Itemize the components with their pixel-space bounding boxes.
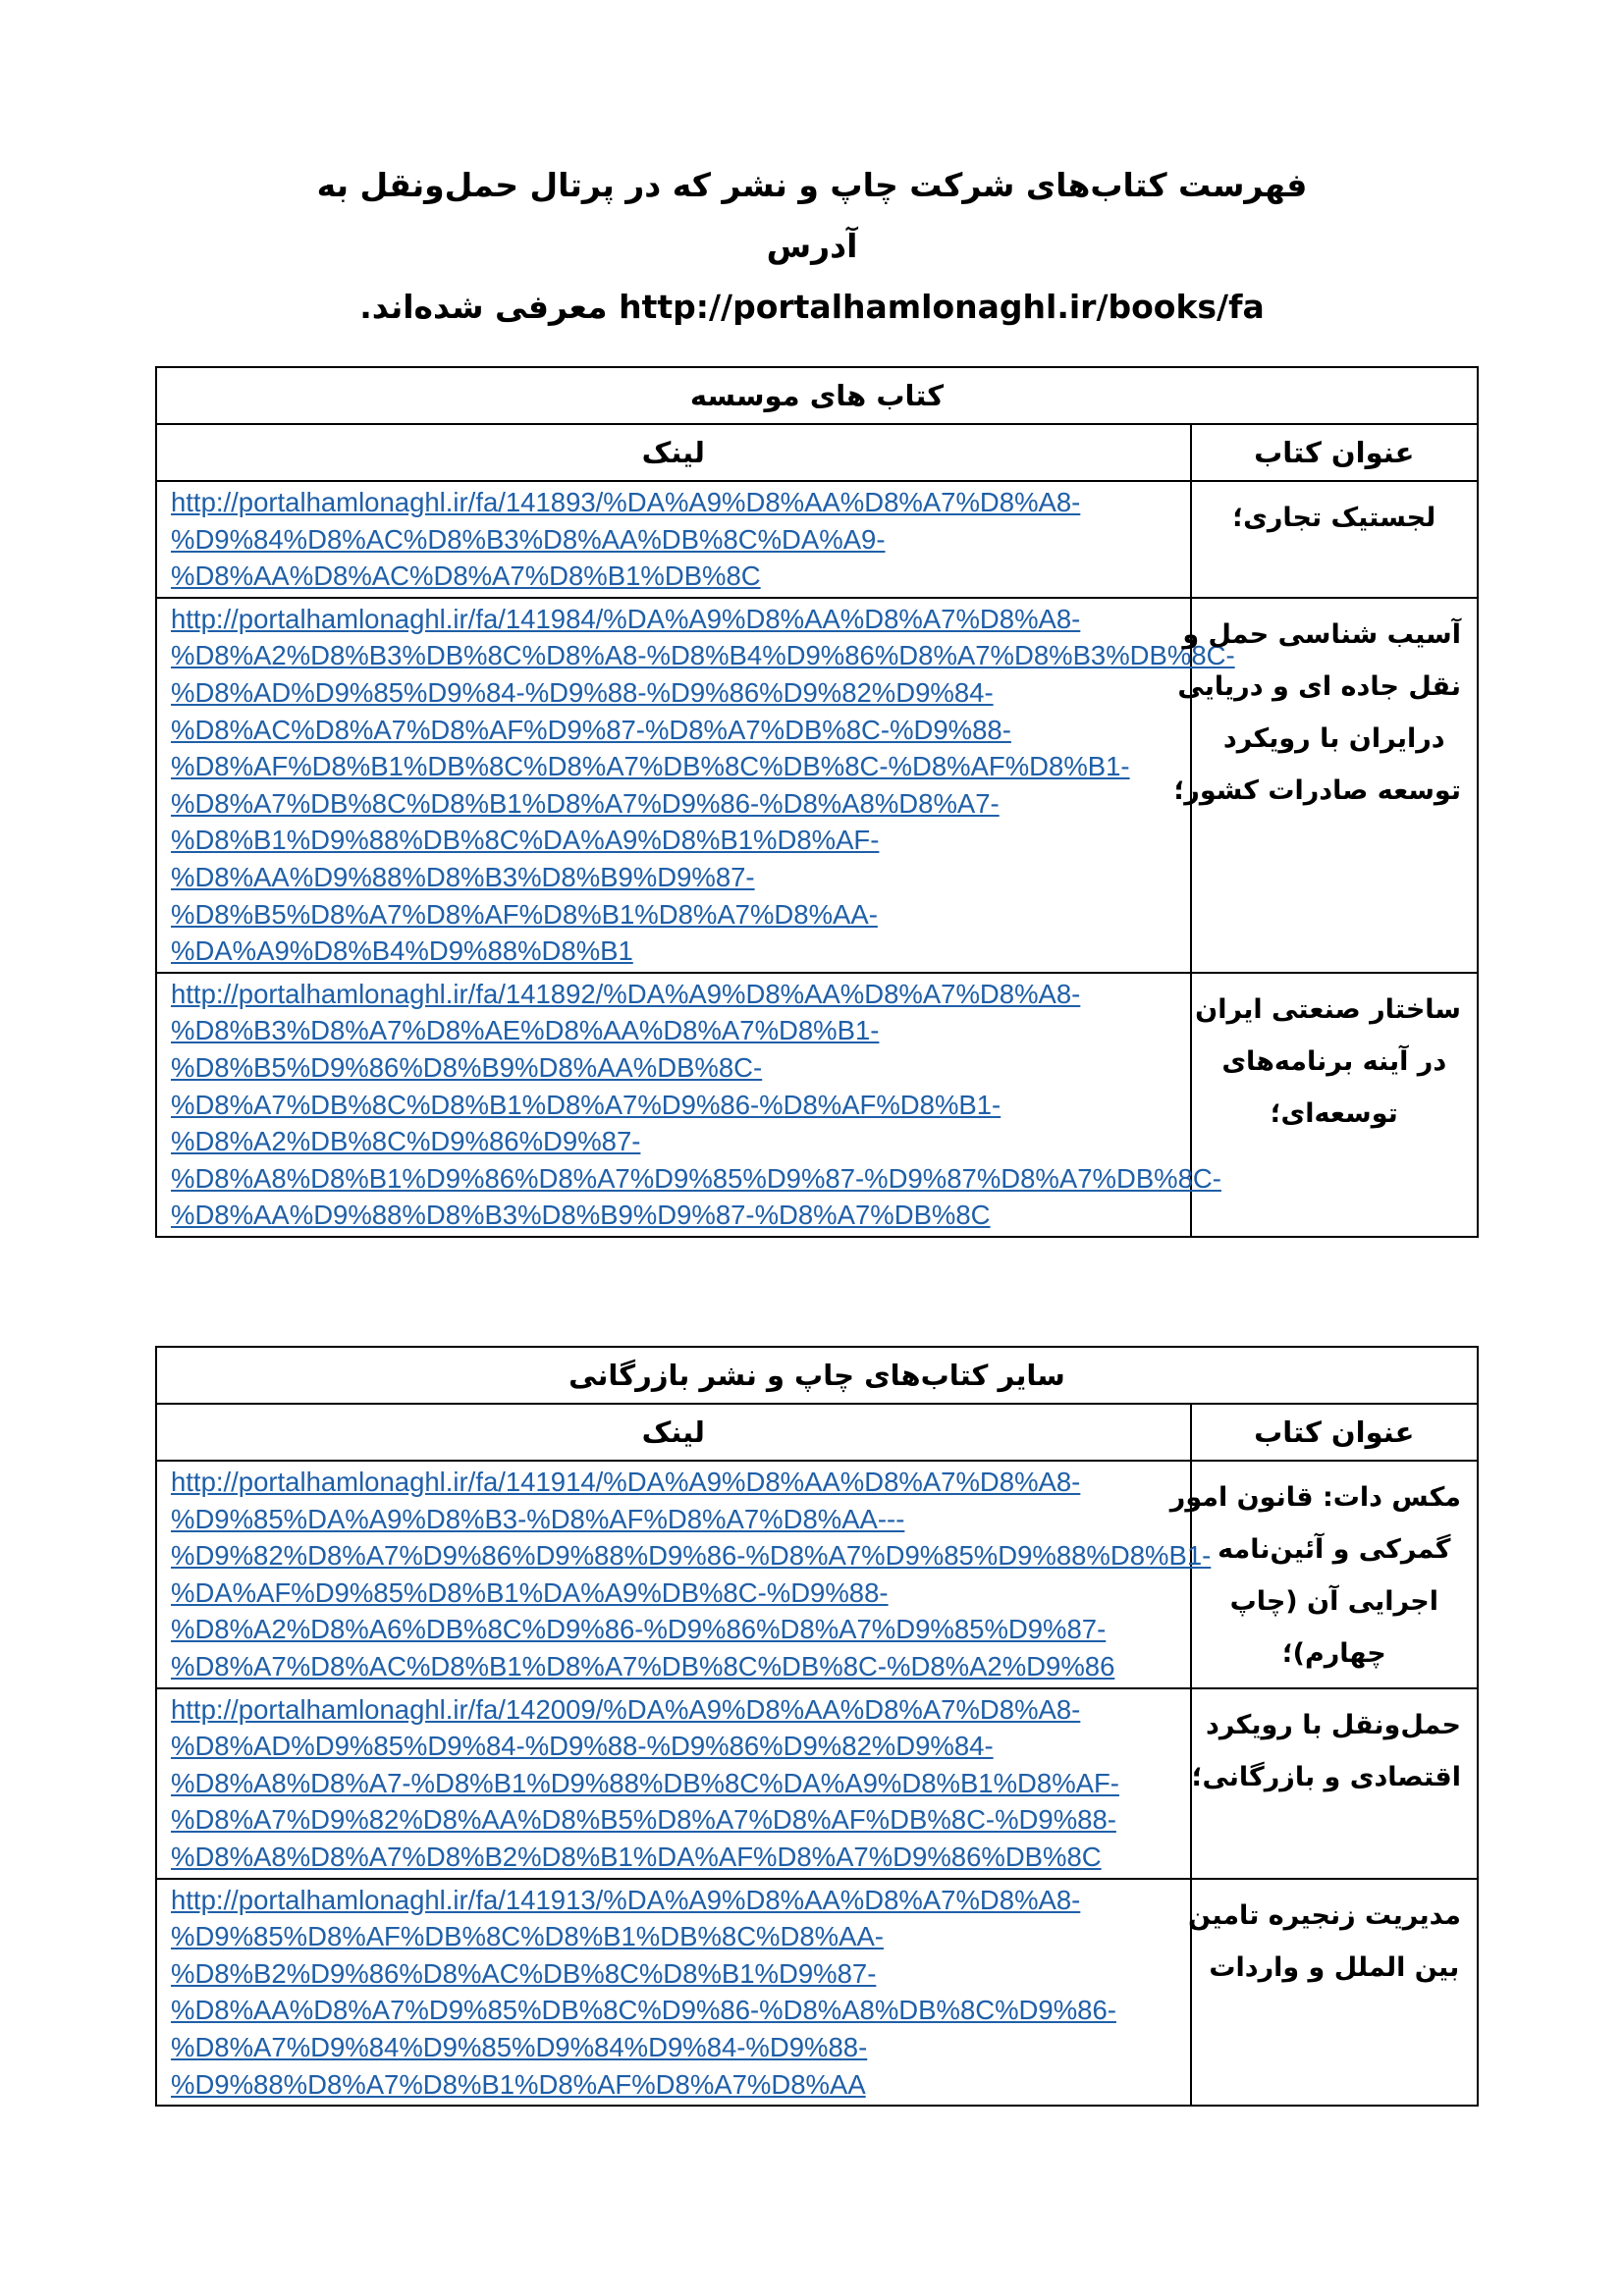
book-title: بین الملل و واردات — [1209, 1951, 1460, 1983]
book-title-cell — [1191, 973, 1478, 1237]
book-link[interactable]: http://portalhamlonaghl.ir/fa/141914/%DA%A9%D8%AA%D8%A7%D8%A8- — [171, 1467, 1081, 1497]
book-link[interactable]: http://portalhamlonaghl.ir/fa/141984/%DA%A9%D8%AA%D8%A7%D8%A8- — [171, 603, 1081, 634]
heading-line-1: فهرست کتاب‌های شرکت چاپ و نشر که در پرتال حمل‌ونقل به آدرس — [316, 166, 1308, 265]
book-title: مکس دات: قانون امور — [1169, 1482, 1461, 1513]
book-link-cell — [156, 1879, 1191, 2107]
heading-url: http://portalhamlonaghl.ir/books/fa — [619, 288, 1265, 326]
book-link-cell — [156, 598, 1235, 973]
book-link[interactable]: %D9%85%D8%AF%DB%8C%D8%B1%DB%8C%D8%AA- — [171, 1921, 884, 1952]
book-link[interactable]: %D8%AA%D8%AC%D8%A7%D8%B1%DB%8C — [171, 561, 761, 592]
book-title: اجرایی آن (چاپ — [1229, 1586, 1438, 1617]
book-title: لجستیک تجاری؛ — [1232, 503, 1436, 533]
book-title: توسعه صادرات کشور؛ — [1173, 774, 1461, 806]
book-title: نقل جاده ای و دریایی — [1177, 670, 1461, 702]
book-link[interactable]: %D9%82%D8%A7%D9%86%D9%88%D9%86-%D8%A7%D9%85%D9%88%D8%B1- — [171, 1540, 1212, 1572]
book-link[interactable]: %D8%B2%D9%86%D8%AC%DB%8C%D8%B1%D9%87- — [171, 1957, 877, 1989]
book-link[interactable]: %D8%A2%D8%B3%DB%8C%D8%A8-%D8%B4%D9%86%D8%A7%D8%B3%DB%8C- — [171, 640, 1235, 671]
page-heading — [295, 155, 1329, 338]
book-link[interactable]: %D8%A8%D8%A7-%D8%B1%D9%88%DB%8C%DA%A9%D8%B1%D8%AF- — [171, 1767, 1119, 1798]
column-header-title: عنوان کتاب — [1191, 424, 1478, 481]
book-link[interactable]: http://portalhamlonaghl.ir/fa/141892/%DA%A9%D8%AA%D8%A7%D8%A8- — [171, 978, 1081, 1009]
book-link[interactable]: http://portalhamlonaghl.ir/fa/141913/%DA%A9%D8%AA%D8%A7%D8%A8- — [171, 1884, 1081, 1915]
book-title: مدیریت زنجیره تامین — [1188, 1899, 1461, 1931]
book-link[interactable]: %DA%AF%D9%85%D8%B1%DA%A9%DB%8C-%D9%88- — [171, 1576, 889, 1608]
column-header-link: لینک — [156, 1404, 1191, 1461]
book-link[interactable]: %DA%A9%D8%B4%D9%88%D8%B1 — [171, 935, 633, 967]
book-title: آسیب شناسی حمل و — [1182, 618, 1461, 650]
heading-line-2 — [295, 277, 1329, 338]
book-title: توسعه‌ای؛ — [1270, 1097, 1398, 1129]
book-link[interactable]: %D8%AD%D9%85%D9%84-%D9%88-%D9%86%D9%82%D9%84- — [171, 676, 994, 708]
book-title: درایران با رویکرد — [1222, 722, 1445, 754]
book-link[interactable]: %D8%AA%D9%88%D8%B3%D8%B9%D9%87-%D8%A7%DB%8C — [171, 1200, 991, 1231]
table-row — [156, 1879, 1478, 2107]
column-header-link: لینک — [156, 424, 1191, 481]
book-link[interactable]: %D8%B5%D8%A7%D8%AF%D8%B1%D8%A7%D8%AA- — [171, 898, 878, 930]
book-title: چهارم)؛ — [1281, 1638, 1386, 1669]
book-link[interactable]: %D8%A7%D8%AC%D8%B1%D8%A7%DB%8C%DB%8C-%D8%A2%D9%86 — [171, 1650, 1115, 1682]
book-link[interactable]: %D8%A8%D8%B1%D9%86%D8%A7%D9%85%D9%87-%D9%87%D8%A7%DB%8C- — [171, 1162, 1221, 1194]
book-title: گمرکی و آئین‌نامه — [1218, 1534, 1451, 1565]
table-row — [156, 973, 1478, 1237]
book-link[interactable]: %D8%AA%D8%A7%D9%85%DB%8C%D9%86-%D8%A8%DB%8C%D9%86- — [171, 1995, 1116, 2026]
book-link[interactable]: %D9%84%D8%AC%D8%B3%D8%AA%DB%8C%DA%A9- — [171, 523, 886, 555]
book-link[interactable]: %D8%AC%D8%A7%D8%AF%D9%87-%D8%A7%DB%8C-%D9%88- — [171, 714, 1011, 745]
book-link[interactable]: http://portalhamlonaghl.ir/fa/141893/%DA%A9%D8%AA%D8%A7%D8%A8- — [171, 487, 1081, 517]
heading-line-2-suffix: معرفی شده‌اند. — [359, 288, 608, 326]
column-header-title: عنوان کتاب — [1191, 1404, 1478, 1461]
table-row — [156, 598, 1478, 973]
table-row — [156, 481, 1478, 598]
institute-books-table — [155, 366, 1479, 1238]
book-link[interactable]: %D8%B3%D8%A7%D8%AE%D8%AA%D8%A7%D8%B1- — [171, 1015, 880, 1046]
book-link[interactable]: %D9%88%D8%A7%D8%B1%D8%AF%D8%A7%D8%AA — [171, 2068, 866, 2100]
other-books-table — [155, 1346, 1479, 2107]
book-link[interactable]: %D8%A7%D9%84%D9%85%D9%84%D9%84-%D9%88- — [171, 2031, 868, 2062]
book-link[interactable]: %D8%AD%D9%85%D9%84-%D9%88-%D9%86%D9%82%D9%84- — [171, 1731, 994, 1762]
book-title-cell — [1173, 598, 1478, 973]
book-link[interactable]: http://portalhamlonaghl.ir/fa/142009/%DA%A9%D8%AA%D8%A7%D8%A8- — [171, 1693, 1081, 1725]
book-link[interactable]: %D8%A2%D8%A6%DB%8C%D9%86-%D9%86%D8%A7%D9%85%D9%87- — [171, 1614, 1107, 1645]
book-link[interactable]: %D8%A7%DB%8C%D8%B1%D8%A7%D9%86-%D8%A8%D8%A7- — [171, 787, 1000, 819]
table-caption: سایر کتاب‌های چاپ و نشر بازرگانی — [156, 1347, 1478, 1404]
book-link[interactable]: %D8%A7%D9%82%D8%AA%D8%B5%D8%A7%D8%AF%DB%8C-%D9%88- — [171, 1804, 1116, 1836]
book-link-cell — [156, 973, 1221, 1237]
book-title-cell — [1169, 1461, 1478, 1688]
table-row — [156, 1461, 1478, 1688]
book-title: حمل‌ونقل با رویکرد — [1205, 1709, 1461, 1740]
book-link[interactable]: %D8%AF%D8%B1%DB%8C%D8%A7%DB%8C%DB%8C-%D8%AF%D8%B1- — [171, 751, 1130, 782]
book-title-cell — [1188, 1879, 1478, 2107]
book-link[interactable]: %D9%85%DA%A9%D8%B3-%D8%AF%D8%A7%D8%AA--- — [171, 1503, 905, 1534]
book-title-cell — [1191, 1688, 1478, 1879]
book-title-cell — [1191, 481, 1478, 598]
table-row — [156, 1688, 1478, 1879]
book-link[interactable]: %D8%AA%D9%88%D8%B3%D8%B9%D9%87- — [171, 861, 755, 892]
book-title: ساختار صنعتی ایران — [1195, 993, 1461, 1025]
book-link[interactable]: %D8%A2%DB%8C%D9%86%D9%87- — [171, 1126, 641, 1157]
book-link[interactable]: %D8%B1%D9%88%DB%8C%DA%A9%D8%B1%D8%AF- — [171, 825, 880, 856]
book-link-cell — [156, 481, 1191, 598]
book-link-cell — [156, 1688, 1191, 1879]
book-link[interactable]: %D8%A7%DB%8C%D8%B1%D8%A7%D9%86-%D8%AF%D8%B1- — [171, 1089, 1001, 1120]
book-title: در آینه برنامه‌های — [1221, 1045, 1447, 1077]
book-link[interactable]: %D8%A8%D8%A7%D8%B2%D8%B1%DA%AF%D8%A7%D9%86%DB%8C — [171, 1841, 1102, 1872]
book-link-cell — [156, 1461, 1212, 1688]
table-caption: کتاب های موسسه — [156, 367, 1478, 424]
book-title: اقتصادی و بازرگانی؛ — [1191, 1761, 1461, 1792]
book-link[interactable]: %D8%B5%D9%86%D8%B9%D8%AA%DB%8C- — [171, 1051, 763, 1083]
